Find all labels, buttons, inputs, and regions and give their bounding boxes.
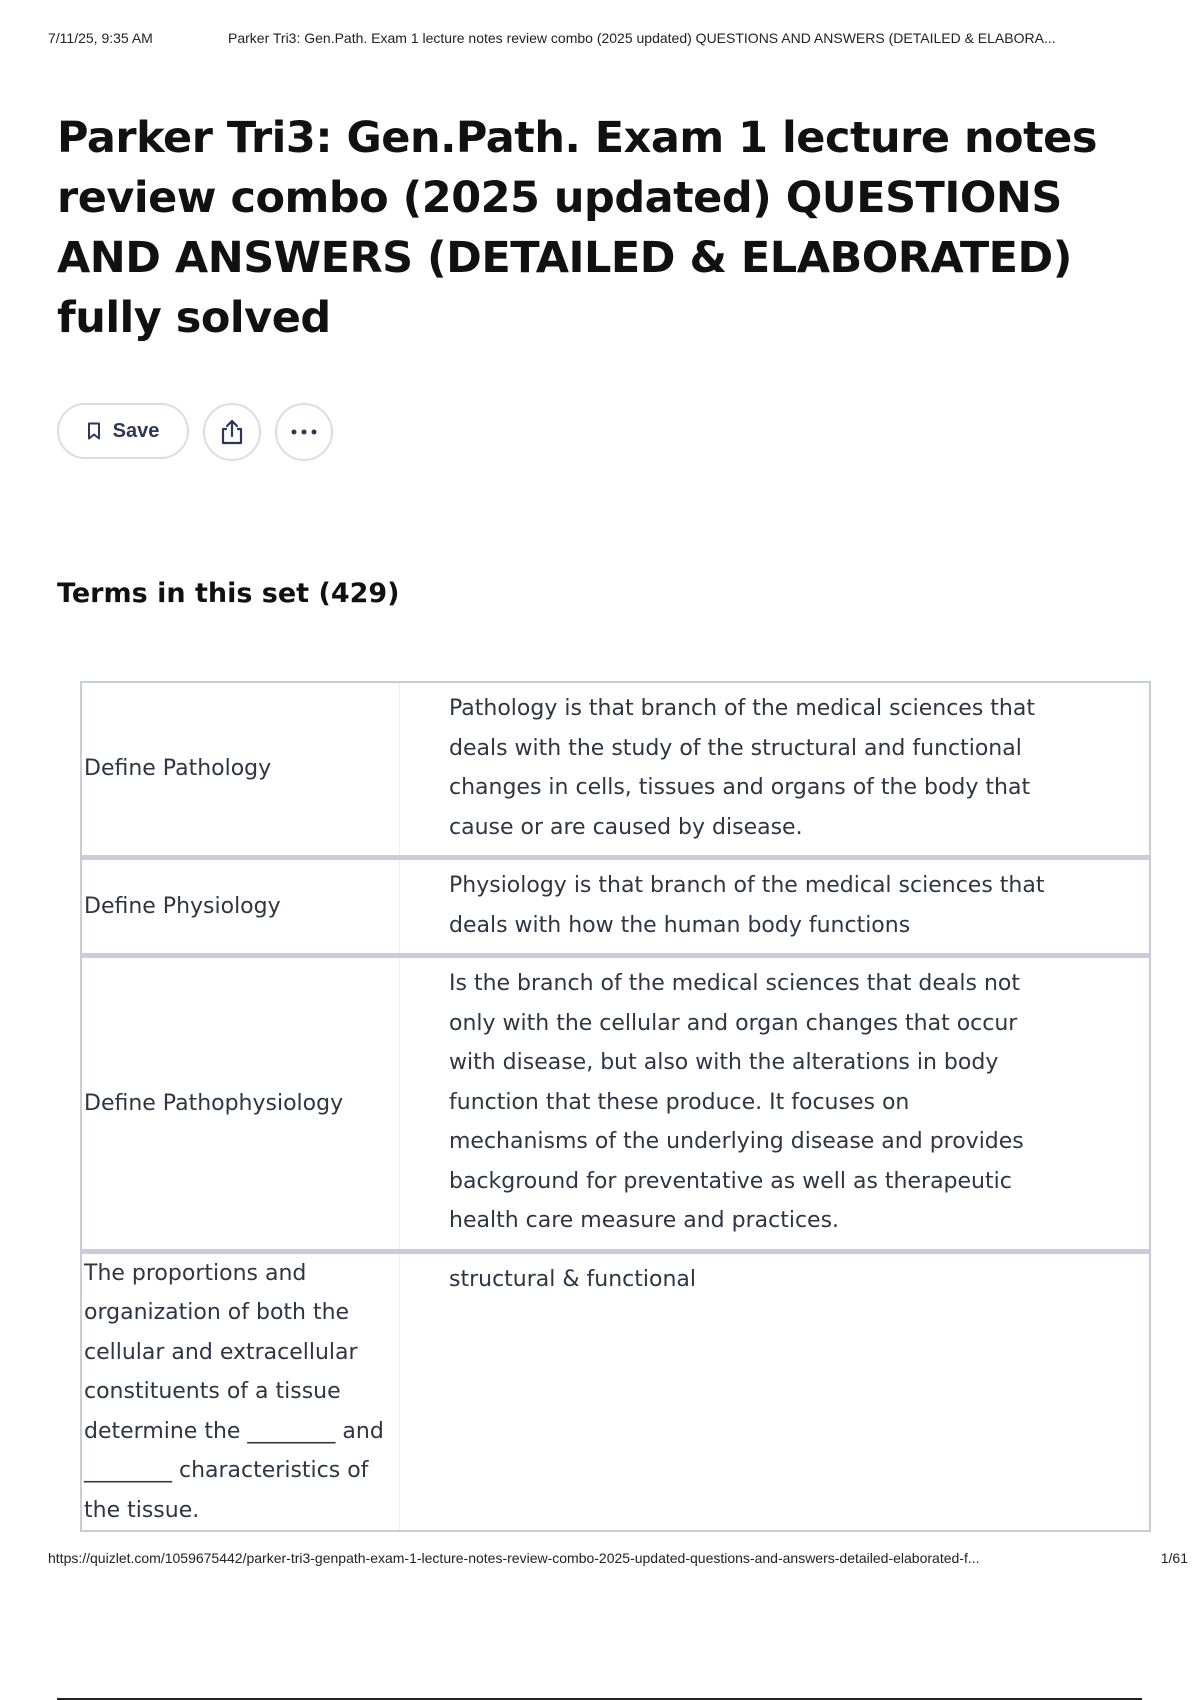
term-text: Define Physiology [82, 860, 400, 953]
definition-text: structural & functional [449, 1266, 696, 1292]
terms-table [80, 681, 1151, 1532]
term-text: The proportions and organization of both the cellular and extracellular constituents of a tissue determine the ________ and ________ characteristics of the tissue. [82, 1254, 400, 1531]
share-button[interactable] [203, 403, 261, 461]
definition-text: Pathology is that branch of the medical sciences that deals with the study of the structural and functional changes in cells, tissues and organs of the body that cause or are caused by disease. [449, 696, 1035, 840]
term-text: Define Pathophysiology [82, 958, 400, 1249]
more-options-button[interactable] [275, 403, 333, 461]
term-row [80, 681, 1151, 857]
page-number: 1/61 [1160, 1550, 1188, 1566]
term-row [80, 955, 1151, 1251]
save-button-label: Save [112, 419, 160, 442]
bookmark-icon [87, 422, 101, 440]
print-header [48, 30, 1158, 46]
print-datetime: 7/11/25, 9:35 AM [48, 30, 153, 46]
definition-text: Is the branch of the medical sciences that deals not only with the cellular and organ changes that occur with disease, but also with the alterations in body function that these produce. It focuses on mechanisms of the underlying disease and provides background for preventative as well as therapeutic health care measure and practices. [449, 971, 1024, 1233]
print-footer [48, 1550, 1188, 1566]
save-button[interactable] [57, 403, 189, 459]
term-text: Define Pathology [82, 683, 400, 855]
share-icon [219, 418, 245, 446]
more-icon [290, 428, 318, 436]
print-doc-title: Parker Tri3: Gen.Path. Exam 1 lecture notes review combo (2025 updated) QUESTIONS AND ANSWERS (DETAILED & ELABORA... [228, 30, 1056, 46]
terms-heading: Terms in this set (429) [57, 578, 400, 609]
print-url: https://quizlet.com/1059675442/parker-tri3-genpath-exam-1-lecture-notes-review-combo-2025-updated-questions-and-answers-detailed-elaborated-f... [48, 1550, 980, 1566]
action-bar [57, 403, 333, 461]
term-row [80, 857, 1151, 955]
term-row [80, 1251, 1151, 1533]
page-title: Parker Tri3: Gen.Path. Exam 1 lecture notes review combo (2025 updated) QUESTIONS AND ANSWERS (DETAILED & ELABORATED) fully solved [57, 113, 1097, 343]
definition-text: Physiology is that branch of the medical sciences that deals with how the human body functions [449, 873, 1045, 938]
